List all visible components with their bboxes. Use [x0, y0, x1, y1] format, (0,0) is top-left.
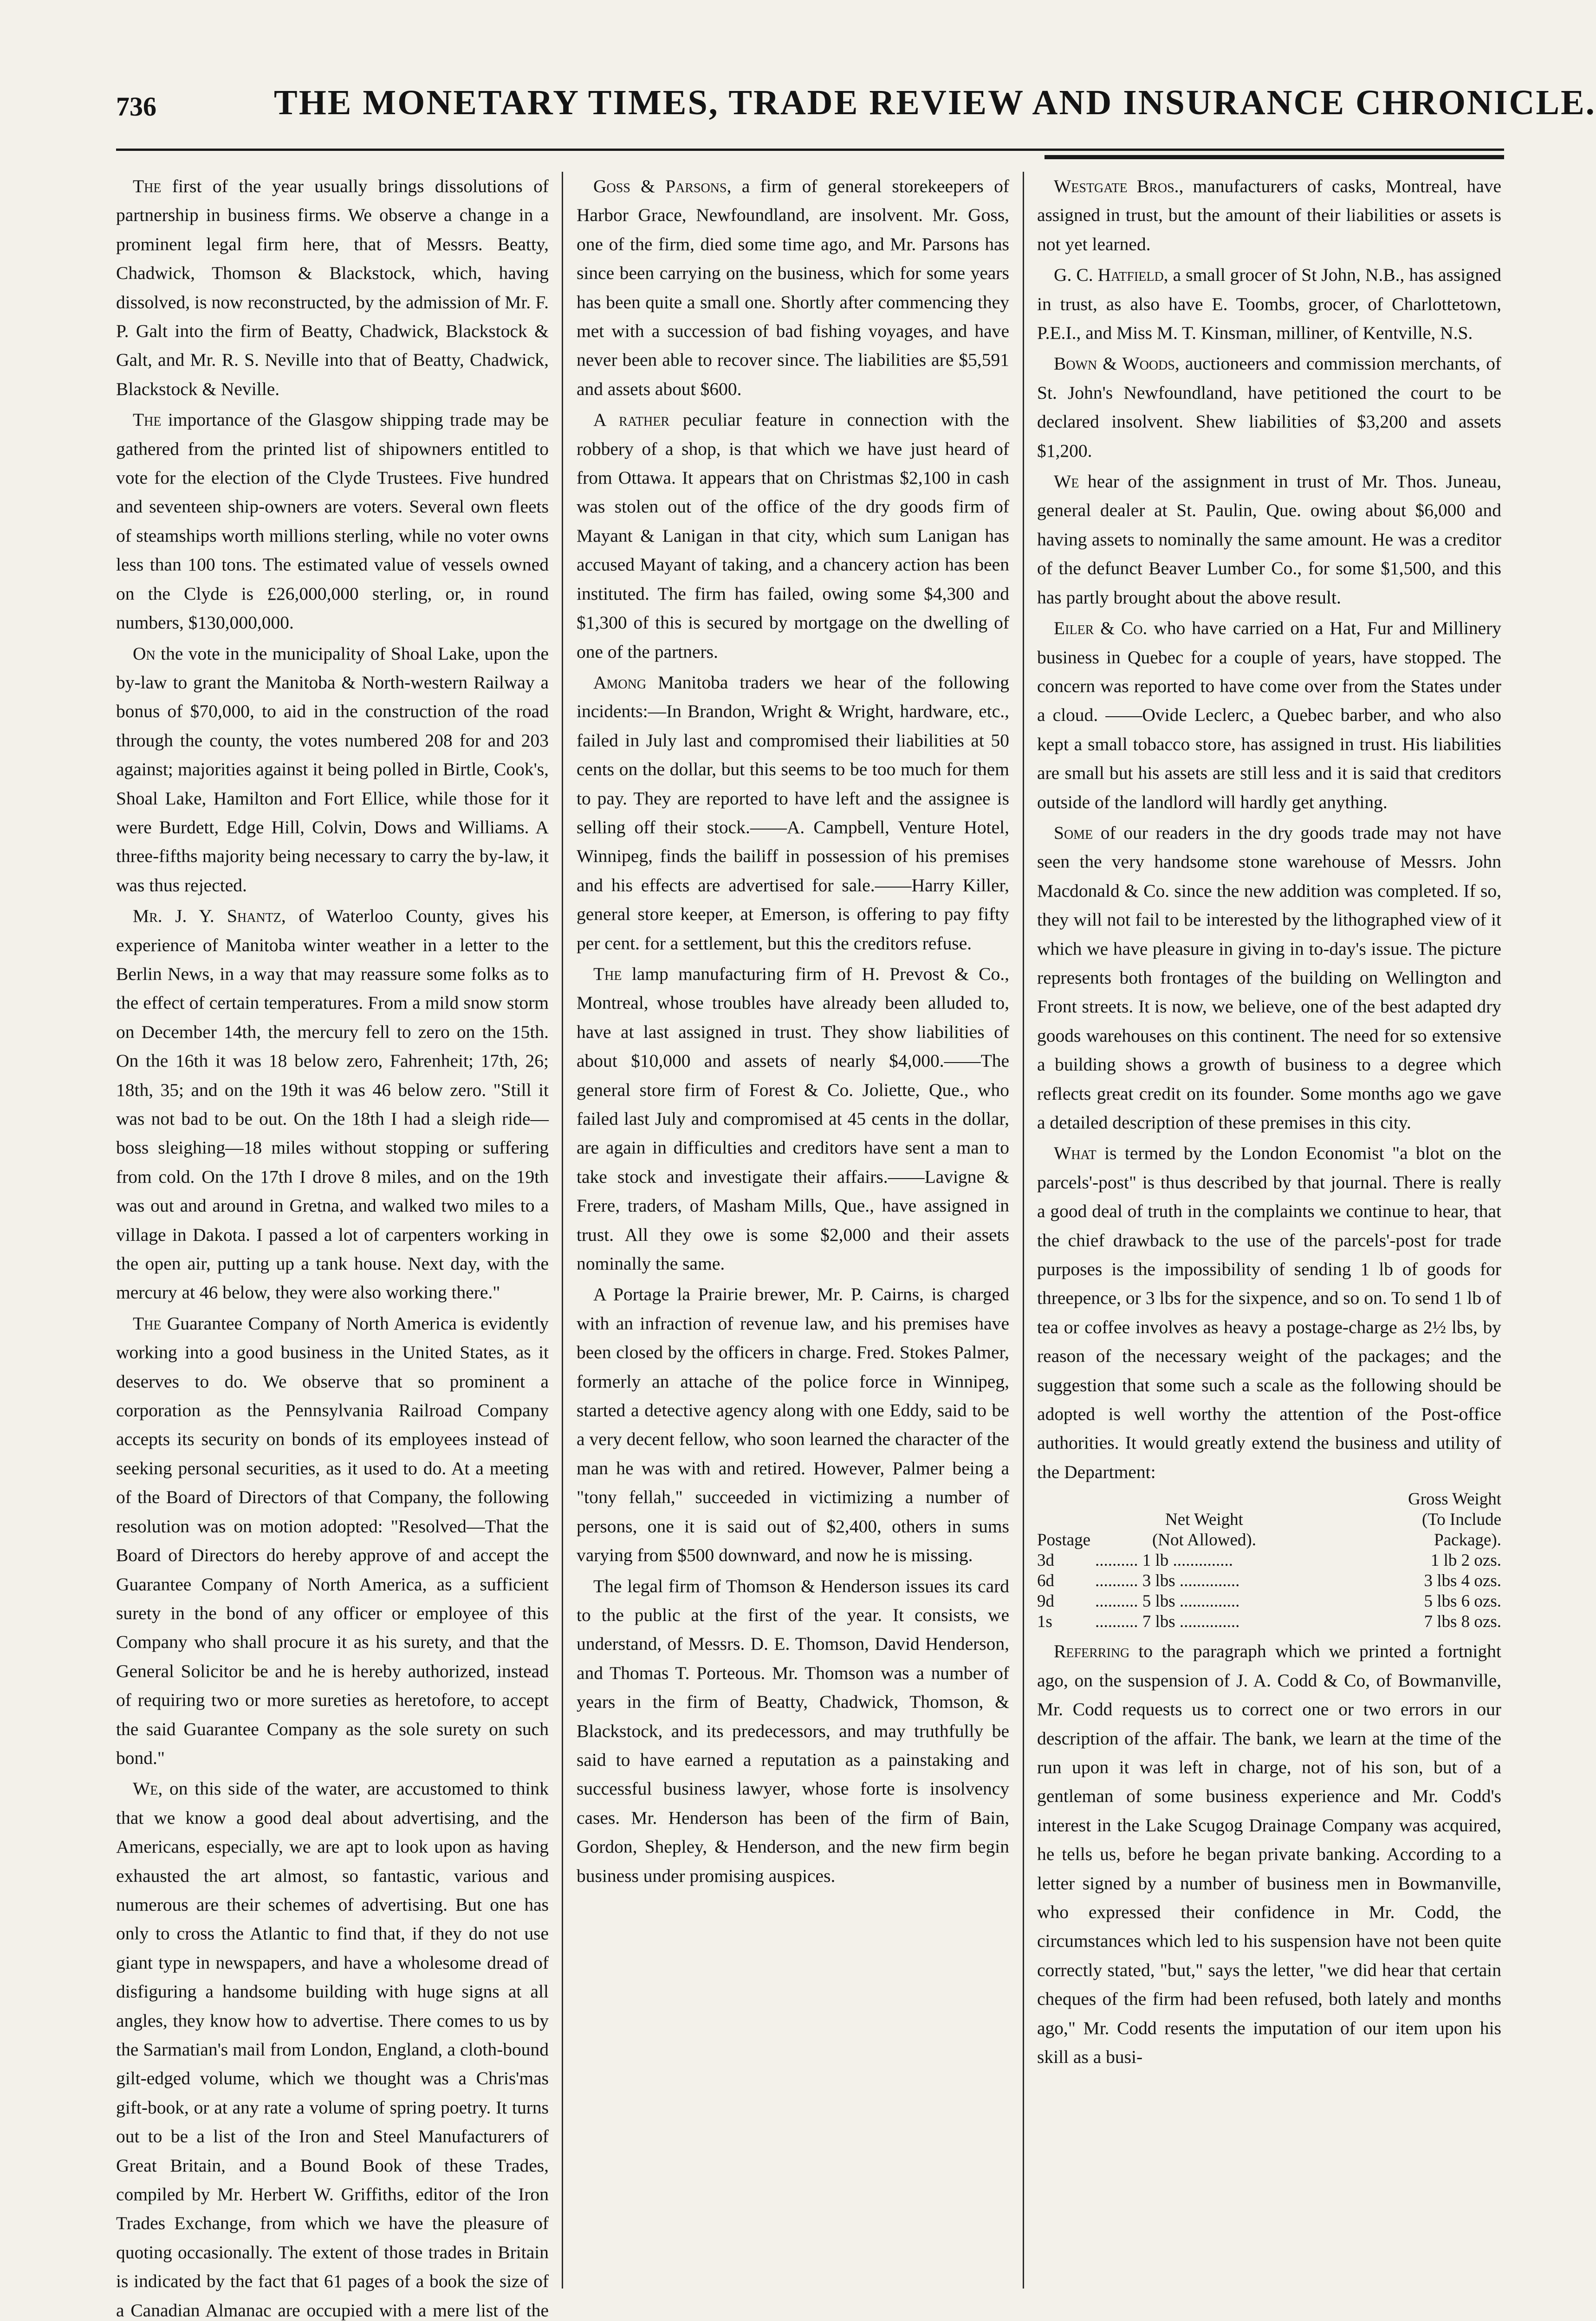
- table-cell: .......... 1 lb ..............: [1095, 1551, 1233, 1570]
- table-row: [1037, 1550, 1501, 1571]
- column-3: [1037, 172, 1501, 2289]
- table-header-row: [1037, 1510, 1501, 1530]
- publication-title: THE MONETARY TIMES, TRADE REVIEW AND INSURANCE CHRONICLE.: [274, 83, 1596, 122]
- article-paragraph: [577, 668, 1009, 958]
- article-text: Guarantee Company of North America is evidently working into a good business in the United States, as it deserves to do. We observe that so prominent a corporation as the Pennsylvania Railroad Company accepts its security on bonds of its employees instead of seeking personal securities, as it used to do. At a meeting of the Board of Directors of that Company, the following resolution was on motion adopted: "Resolved—That the Board of Directors do hereby approve of and accept the Guarantee Company of North America, as a sufficient surety in the bond of any officer or employee of this Company who shall procure it as his surety, and that the General Solicitor be and he is hereby authorized, instead of requiring two or more sureties as heretofore, to accept the said Guarantee Company as the sole surety on such bond.": [116, 1313, 549, 1768]
- article-paragraph: [577, 960, 1009, 1278]
- postage-table: [1037, 1489, 1501, 1632]
- column-1: [116, 172, 549, 2321]
- article-text: lamp manufacturing firm of H. Prevost & Co., Montreal, whose troubles have already been alluded to, have at last assigned in trust. They show liabilities of about $10,000 and assets of nearly $4,000.——The general store firm of Forest & Co. Joliette, Que., who failed last July and compromised at 45 cents in the dollar, are again in difficulties and creditors have sent a man to take stock and investigate their affairs.——Lavigne & Frere, traders, of Masham Mills, Que., have assigned in trust. All they owe is some $2,000 and their assets nominally the same.: [577, 963, 1009, 1274]
- article-paragraph: [577, 1280, 1009, 1569]
- article-text: manufacturers of casks, Montreal, have assigned in trust, but the amount of their liabilities or assets is not yet learned.: [1037, 176, 1502, 254]
- article-text: a small grocer of St John, N.B., has assigned in trust, as also have E. Toombs, grocer, of Charlottetown, P.E.I., and Miss M. T. Kinsman, milliner, of Kentville, N.S.: [1037, 265, 1502, 344]
- table-cell: 3 lbs 4 ozs.: [1424, 1571, 1501, 1591]
- lead-words: Mr. J. Y. Shantz,: [133, 906, 286, 927]
- masthead: [116, 83, 1596, 138]
- lead-words: A rather: [593, 409, 670, 430]
- article-paragraph: [116, 1309, 549, 1773]
- article-text: of our readers in the dry goods trade may not have seen the very handsome stone warehouse of Messrs. John Macdonald & Co. since the new addition was completed. If so, they will not fail to be interested by the lithographed view of it which we have pleasure in giving in to-day's issue. The picture represents both frontages of the building on Wellington and Front streets. It is now, we believe, one of the best adapted dry goods warehouses on this continent. The need for so extensive a building shows a growth of business to a degree which reflects great credit on its founder. Some months ago we gave a detailed description of these premises in this city.: [1037, 822, 1502, 1133]
- page-number: 736: [116, 91, 156, 122]
- table-cell: .......... 5 lbs ..............: [1095, 1592, 1240, 1611]
- article-text: a firm of general storekeepers of Harbor Grace, Newfoundland, are insolvent. Mr. Goss, one of the firm, died some time ago, and Mr. Parsons has since been carrying on the business, which for some years has been quite a small one. Shortly after commencing they met with a succession of bad fishing voyages, and have never been able to recover since. The liabilities are $5,591 and assets about $600.: [577, 176, 1009, 399]
- table-cell: 5 lbs 6 ozs.: [1424, 1592, 1501, 1611]
- table-header-row: [1037, 1489, 1501, 1510]
- lead-words: Bown & Woods,: [1054, 353, 1180, 374]
- column-2: [577, 172, 1009, 2289]
- article-paragraph: [1037, 260, 1501, 347]
- table-header: (To Include: [1421, 1510, 1501, 1530]
- header-rule: [116, 149, 1504, 151]
- article-paragraph: [1037, 467, 1501, 612]
- table-cell: 1 lb 2 ozs.: [1430, 1551, 1501, 1570]
- lead-words: The: [133, 176, 162, 196]
- article-text: the vote in the municipality of Shoal Lake, upon the by-law to grant the Manitoba & North-western Railway a bonus of $70,000, to aid in the construction of the road through the county, the votes numbered 208 for and 203 against; majorities against it being polled in Birtle, Cook's, Shoal Lake, Hamilton and Fort Ellice, while those for it were Burdett, Edge Hill, Colvin, Dows and Williams. A three-fifths majority being necessary to carry the by-law, it was thus rejected.: [116, 643, 549, 895]
- lead-words: Westgate Bros.,: [1054, 176, 1184, 196]
- lead-words: The: [133, 409, 162, 430]
- table-header: Gross Weight: [1408, 1490, 1501, 1509]
- article-text: on this side of the water, are accustomed to think that we know a good deal about advertising, and the Americans, especially, we are apt to look upon as having exhausted the art almost, so fantastic, various and numerous are their schemes of advertising. But one has only to cross the Atlantic to find that, if they do not use giant type in newspapers, and have a wholesome dread of disfiguring a handsome building with huge signs at all angles, they know how to advertise. There comes to us by the Sarmatian's mail from London, England, a cloth-bound gilt-edged volume, which we thought was a Chris'mas gift-book, or at any rate a volume of spring poetry. It turns out to be a list of the Iron and Steel Manufacturers of Great Britain, and a Bound Book of these Trades, compiled by Mr. Herbert W. Griffiths, editor of the Iron Trades Exchange, from which we have the pleasure of quoting occasionally. The extent of those trades in Britain is indicated by the fact that 61 pages of a book the size of a Canadian Almanac are occupied with a mere list of the: [116, 1778, 549, 2321]
- lead-words: Eiler & Co.: [1054, 618, 1148, 639]
- article-paragraph: [1037, 614, 1501, 817]
- lead-words: On: [133, 643, 156, 664]
- table-row: [1037, 1612, 1501, 1632]
- lead-words: We,: [133, 1778, 163, 1799]
- article-paragraph: [1037, 818, 1501, 1137]
- article-text: hear of the assignment in trust of Mr. Thos. Juneau, general dealer at St. Paulin, Que. owing about $6,000 and having assets to nominally the same amount. He was a creditor of the defunct Beaver Lumber Co., for some $1,500, and this has partly brought about the above result.: [1037, 471, 1502, 608]
- table-header: (Not Allowed).: [1152, 1530, 1257, 1550]
- article-paragraph: [1037, 172, 1501, 259]
- lead-words: G. C. Hatfield,: [1054, 265, 1168, 285]
- lead-words: Among: [593, 672, 647, 693]
- lead-words: The: [133, 1313, 162, 1334]
- lead-words: Goss & Parsons,: [593, 176, 732, 196]
- table-cell: .......... 3 lbs ..............: [1095, 1571, 1240, 1591]
- lead-words: We: [1054, 471, 1079, 492]
- table-cell: 9d: [1037, 1592, 1054, 1611]
- article-text: is termed by the London Economist "a blot on the parcels'-post" is thus described by that journal. There is really a good deal of truth in the complaints we continue to hear, that the chief drawback to the use of the parcels'-post for trade purposes is the impossibility of sending 1 lb of goods for threepence, or 3 lbs for the sixpence, and so on. To send 1 lb of tea or coffee involves as heavy a postage-charge as 2½ lbs, by reason of the necessary weight of the packages; and the suggestion that some such a scale as the following should be adopted is well worthy the attention of the Post-office authorities. It would greatly extend the business and utility of the Department:: [1037, 1143, 1502, 1482]
- article-text: who have carried on a Hat, Fur and Millinery business in Quebec for a couple of years, have stopped. The concern was reported to have come over from the States under a cloud. ——Ovide Leclerc, a Quebec barber, and who also kept a small tobacco store, has assigned in trust. His liabilities are small but his assets are still less and it is said that creditors outside of the landlord will hardly get anything.: [1037, 618, 1502, 812]
- article-paragraph: [1037, 1139, 1501, 1486]
- article-paragraph: [1037, 1637, 1501, 2071]
- column-divider: [562, 172, 563, 2289]
- column-divider: [1023, 172, 1024, 2289]
- lead-words: Some: [1054, 822, 1093, 843]
- table-cell: 3d: [1037, 1551, 1054, 1570]
- table-row: [1037, 1571, 1501, 1591]
- table-cell: 1s: [1037, 1612, 1052, 1632]
- article-text: A Portage la Prairie brewer, Mr. P. Cairns, is charged with an infraction of revenue law, and his premises have been closed by the officers in charge. Fred. Stokes Palmer, formerly an attache of the police force in Winnipeg, started a detective agency along with one Eddy, said to be a very decent fellow, who soon learned the character of the man he was with and retired. However, Palmer being a "tony fellah," succeeded in victimizing a number of persons, one it is said out of $2,400, others in sums varying from $500 downward, and now he is missing.: [577, 1284, 1009, 1566]
- table-header-row: [1037, 1530, 1501, 1550]
- article-paragraph: [116, 1774, 549, 2321]
- article-text: importance of the Glasgow shipping trade may be gathered from the printed list of shipowners entitled to vote for the election of the Clyde Trustees. Five hundred and seventeen ship-owners are voters. Several own fleets of steamships worth millions sterling, while no voter owns less than 100 tons. The estimated value of vessels owned on the Clyde is £26,000,000 sterling, or, in round numbers, $130,000,000.: [116, 409, 549, 633]
- article-text: peculiar feature in connection with the robbery of a shop, is that which we have just heard of from Ottawa. It appears that on Christmas $2,100 in cash was stolen out of the office of the dry goods firm of Mayant & Lanigan in that city, which sum Lanigan has accused Mayant of taking, and a chancery action has been instituted. The firm has failed, owing some $4,300 and $1,300 of this is secured by mortgage on the dwelling of one of the partners.: [577, 409, 1010, 662]
- table-cell: 7 lbs 8 ozs.: [1424, 1612, 1501, 1632]
- article-text: first of the year usually brings dissolutions of partnership in business firms. We observe a change in a prominent legal firm here, that of Messrs. Beatty, Chadwick, Thomson & Blackstock, which, having dissolved, is now reconstructed, by the admission of Mr. F. P. Galt into the firm of Beatty, Chadwick, Blackstock & Galt, and Mr. R. S. Neville into that of Beatty, Chadwick, Blackstock & Neville.: [116, 176, 549, 399]
- article-paragraph: [116, 639, 549, 900]
- lead-words: The: [593, 963, 622, 984]
- table-row: [1037, 1591, 1501, 1612]
- table-header: Net Weight: [1165, 1510, 1243, 1530]
- table-header: Postage: [1037, 1530, 1091, 1550]
- article-paragraph: [116, 901, 549, 1307]
- article-paragraph: [577, 405, 1009, 666]
- article-paragraph: [116, 172, 549, 403]
- header-rule-thick: [1045, 155, 1504, 159]
- table-cell: 6d: [1037, 1571, 1054, 1591]
- lead-words: Referring: [1054, 1641, 1130, 1662]
- article-text: The legal firm of Thomson & Henderson issues its card to the public at the first of the year. It consists, we understand, of Messrs. D. E. Thomson, David Henderson, and Thomas T. Porteous. Mr. Thomson was a number of years in the firm of Beatty, Chadwick, Thomson, & Blackstock, and its predecessors, and may truthfully be said to have earned a reputation as a painstaking and successful business lawyer, whose forte is insolvency cases. Mr. Henderson has been of the firm of Bain, Gordon, Shepley, & Henderson, and the new firm begin business under promising auspices.: [577, 1575, 1009, 1886]
- article-paragraph: [1037, 349, 1501, 465]
- article-text: Manitoba traders we hear of the following incidents:—In Brandon, Wright & Wright, hardware, etc., failed in July last and compromised their liabilities at 50 cents on the dollar, but this seems to be too much for them to pay. They are reported to have left and the assignee is selling off their stock.——A. Campbell, Venture Hotel, Winnipeg, finds the bailiff in possession of his premises and his effects are advertised for sale.——Harry Killer, general store keeper, at Emerson, is offering to pay fifty per cent. for a settlement, but this the creditors refuse.: [577, 672, 1010, 953]
- lead-words: What: [1054, 1143, 1096, 1164]
- table-header: Package).: [1434, 1530, 1501, 1550]
- article-text: to the paragraph which we printed a fortnight ago, on the suspension of J. A. Codd & Co, of Bowmanville, Mr. Codd requests us to correct one or two errors in our description of the affair. The bank, we learn at the time of the run upon it was left in charge, not of his son, but of a gentleman of some business experience and Mr. Codd's interest in the Lake Scugog Drainage Company was acquired, he tells us, before he began private banking. According to a letter signed by a number of business men in Bowmanville, who expressed their confidence in Mr. Codd, the circumstances which led to his suspension have not been quite correctly stated, "but," says the letter, "we did hear that certain cheques of the firm had been refused, both lately and months ago," Mr. Codd resents the imputation of our item upon his skill as a busi-: [1037, 1641, 1501, 2067]
- article-paragraph: [116, 405, 549, 637]
- article-text: of Waterloo County, gives his experience of Manitoba winter weather in a letter to the Berlin News, in a way that may reassure some folks as to the effect of certain temperatures. From a mild snow storm on December 14th, the mercury fell to zero on the 15th. On the 16th it was 18 below zero, Fahrenheit; 17th, 26; 18th, 35; and on the 19th it was 46 below zero. "Still it was not bad to be out. On the 18th I had a sleigh ride—boss sleighing—18 miles without stopping or suffering from cold. On the 17th I drove 8 miles, and on the 19th was out and around in Gretna, and walked two miles to a village in Dakota. I passed a lot of carpenters working in the open air, putting up a tank house. Next day, with the mercury at 46 below, they were also working there.": [116, 906, 549, 1303]
- article-text: auctioneers and commission merchants, of St. John's Newfoundland, have petitioned the court to be declared insolvent. Shew liabilities of $3,200 and assets $1,200.: [1037, 353, 1501, 461]
- table-cell: .......... 7 lbs ..............: [1095, 1612, 1240, 1632]
- article-paragraph: [577, 1572, 1009, 1890]
- article-paragraph: [577, 172, 1009, 403]
